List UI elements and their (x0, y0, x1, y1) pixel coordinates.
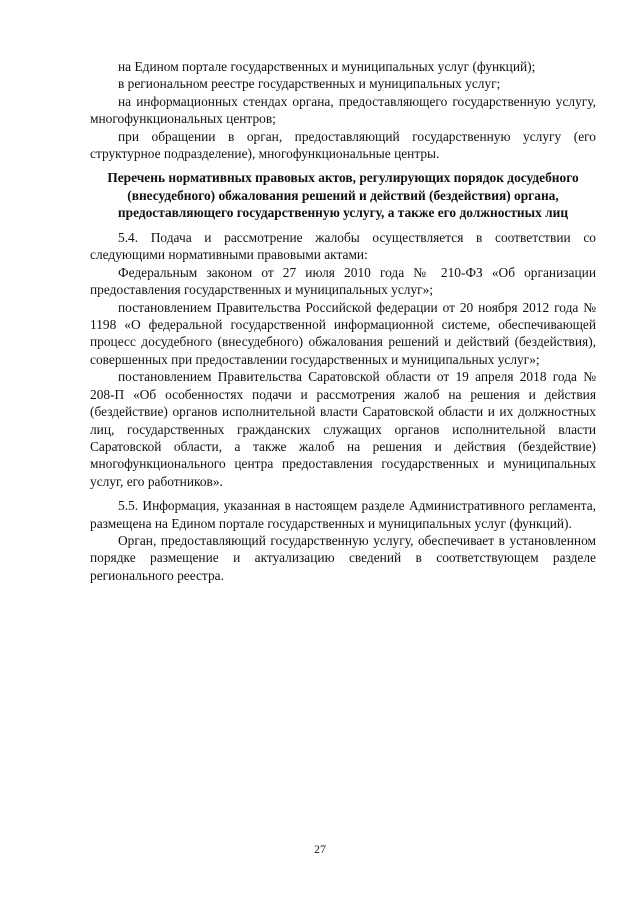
intro-item: на Едином портале государственных и муниципальных услуг (функций); (118, 59, 536, 74)
paragraph-5-5-text: Орган, предоставляющий государственную услугу, обеспечивает в установленном порядке размещение и актуализацию сведений в соответствующем разделе регионального реестра. (90, 532, 596, 583)
legal-act-item: Федеральным законом от 27 июля 2010 года № 210-ФЗ «Об организации предоставления государственных и муниципальных услуг»; (90, 264, 596, 298)
legal-act-item: постановлением Правительства Саратовской области от 19 апреля 2018 года № 208-П «Об особенностях подачи и рассмотрения жалоб на решения и действия (бездействие) органов исполнительной власти Саратовской области и их должностных лиц, государственных гражданских служащих органов исполнительной власти Саратовской области, а также жалоб на решения и действия (бездействие) многофункционального центра предоставления государственных и муниципальных услуг, его работников». (90, 369, 596, 489)
paragraph-5-4-lead: 5.4. Подача и рассмотрение жалобы осуществляется в соответствии со следующими нормативными правовыми актами: (90, 230, 596, 263)
paragraph-5-5-lead: 5.5. Информация, указанная в настоящем разделе Административного регламента, размещена на Едином портале государственных и муниципальных услуг (функций). (90, 498, 596, 531)
document-page (90, 58, 596, 584)
intro-item: при обращении в орган, предоставляющий государственную услугу (его структурное подразделение), многофункциональные центры. (90, 128, 596, 162)
intro-item: в региональном реестре государственных и муниципальных услуг; (118, 76, 501, 92)
legal-act-item: постановлением Правительства Российской федерации от 20 ноября 2012 года № 1198 «О федеральной государственной информационной системе, обеспечивающей процесс досудебного (внесудебного) обжалования решений и действий (бездействия), совершенных при предоставлении государственных и муниципальных услуг»; (90, 299, 596, 367)
page-number: 27 (314, 842, 326, 856)
section-heading: Перечень нормативных правовых актов, регулирующих порядок досудебного (внесудебного) обжалования решений и действий (бездействия) органа, предоставляющего государственную услугу, а также его должностных лиц (107, 170, 579, 220)
paragraph-gap (90, 490, 596, 497)
intro-item: на информационных стендах органа, предоставляющего государственную услугу, многофункциональных центров; (90, 93, 596, 127)
